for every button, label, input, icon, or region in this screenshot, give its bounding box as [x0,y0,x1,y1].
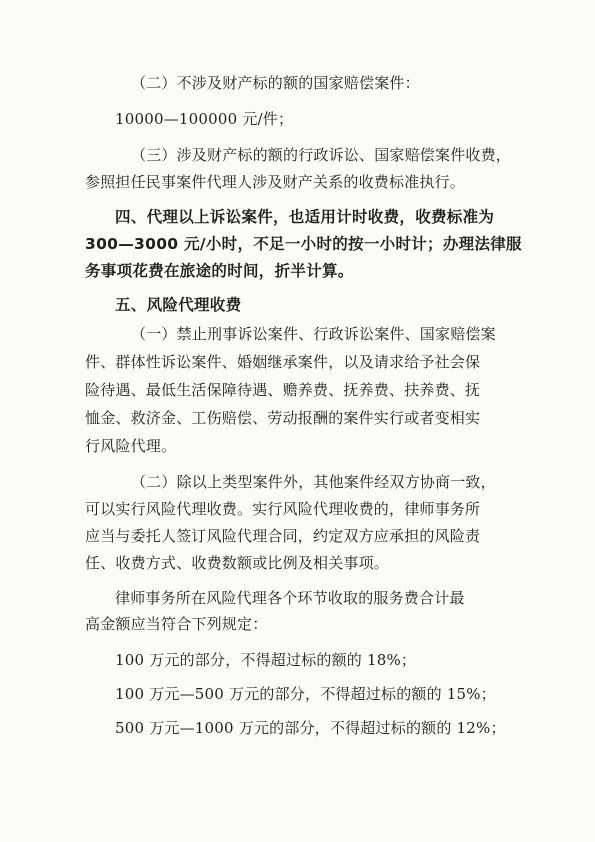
paragraph-line: 可以实行风险代理收费。实行风险代理收费的，律师事务所 [85,500,481,518]
paragraph-line: （二）不涉及财产标的额的国家赔偿案件： [131,74,420,92]
section-five-heading: 五、风险代理收费 [115,296,242,314]
section-four-line: 务事项花费在旅途的时间，折半计算。 [85,262,354,280]
section-four-line: 300—3000 元/小时，不足一小时的按一小时计；办理法律服 [85,235,522,253]
paragraph-line: 件、群体性诉讼案件、婚姻继承案件，以及请求给予社会保 [85,353,481,371]
paragraph-line: 律师事务所在风险代理各个环节收取的服务费合计最 [115,589,465,607]
paragraph-line: （二）除以上类型案件外，其他案件经双方协商一致， [131,473,496,491]
paragraph-line: 高金额应当符合下列规定： [85,615,268,633]
paragraph-line: 恤金、救济金、工伤赔偿、劳动报酬的案件实行或者变相实 [85,409,481,427]
fee-rule-line: 100 万元的部分，不得超过标的额的 18%； [115,651,417,669]
paragraph-line: 任、收费方式、收费数额或比例及相关事项。 [85,554,390,572]
paragraph-line: 行风险代理。 [85,437,177,455]
paragraph-line: （一）禁止刑事诉讼案件、行政诉讼案件、国家赔偿案 [131,325,496,343]
fee-rule-line: 100 万元—500 万元的部分，不得超过标的额的 15%； [115,685,496,703]
paragraph-line: （三）涉及财产标的额的行政诉讼、国家赔偿案件收费， [131,146,512,164]
paragraph-line: 应当与委托人签订风险代理合同，约定双方应承担的风险责 [85,527,481,545]
section-four-line: 四、代理以上诉讼案件，也适用计时收费，收费标准为 [115,208,495,226]
paragraph-line: 险待遇、最低生活保障待遇、赡养费、抚养费、扶养费、抚 [85,381,481,399]
paragraph-line: 10000—100000 元/件； [115,110,294,128]
fee-rule-line: 500 万元—1000 万元的部分，不得超过标的额的 12%； [115,719,506,737]
paragraph-line: 参照担任民事案件代理人涉及财产关系的收费标准执行。 [85,173,466,191]
